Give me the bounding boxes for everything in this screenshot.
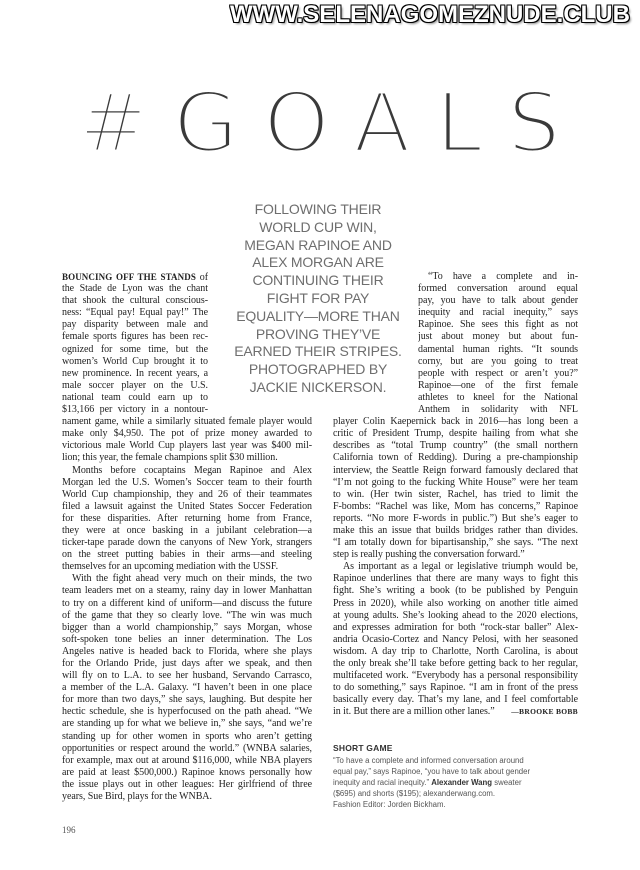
- body-line: formed conversation around equal: [418, 283, 578, 295]
- body-line: themselves for an upcoming mediation with the USSF.: [62, 561, 279, 573]
- page-title: #GOALS: [78, 74, 586, 172]
- deck-line: EQUALITY—MORE THAN: [236, 307, 400, 324]
- body-line: for more than two days,” she says, laughing. But despite her: [62, 694, 312, 706]
- body-line: soft-spoken tone belies an inner determination. The Los: [62, 633, 312, 645]
- body-line: make this an issue that builds bridges rather than divides.: [333, 524, 578, 536]
- line-text: in it. But there are a million other lanes.”: [333, 706, 495, 718]
- deck-line: FOLLOWING THEIR: [254, 201, 382, 217]
- body-line: “I am totally down for bipartisanship,” she says. “The next: [333, 537, 578, 549]
- body-line: victorious male World Cup players last year was $400 mil-: [62, 440, 312, 452]
- body-line: Rapinoe. She sees this fight as not: [418, 319, 578, 331]
- body-line: Press in 2020), while also working on another title aimed: [333, 597, 578, 609]
- body-line: andria Ocasio-Cortez and Nancy Pelosi, with her seasoned: [333, 633, 578, 645]
- body-line: reports. “No more F-words in public.”) But she’s eager to: [333, 512, 578, 524]
- deck-line: WORLD CUP WIN,: [259, 218, 377, 235]
- deck-line: ALEX MORGAN ARE: [252, 254, 384, 271]
- body-line: pay, you have to talk about gender: [418, 295, 578, 307]
- body-line: filed a lawsuit against the United States Soccer Federation: [62, 500, 312, 512]
- body-line: team leaders met on a steamy, rainy day in lower Manhattan: [62, 585, 312, 597]
- body-line: they were at once basking in a jubilant celebration—a: [62, 524, 312, 536]
- body-line: are standing up for what we believe in,” she says, “and we’re: [62, 718, 312, 730]
- article-paragraph: [333, 271, 578, 561]
- body-line: the issue plays out in other leagues: Her girlfriend of three: [62, 778, 312, 790]
- body-line: lion; this year, the female champions split $30 million.: [62, 452, 278, 464]
- body-line: the Stade de Lyon was the chant: [62, 283, 208, 295]
- article-paragraph: [62, 271, 312, 465]
- body-line: interview, the Seattle Reign forward famously declared that: [333, 464, 578, 476]
- body-line: inequity and racial inequity,” says: [418, 307, 578, 319]
- body-line: describes as “total Trump country” (the small northern: [333, 440, 578, 452]
- body-line: ness: “Equal pay! Equal pay!” The: [62, 307, 208, 319]
- body-line: years, Sue Bird, plays for the WNBA.: [62, 791, 212, 803]
- body-line: With the fight ahead very much on their minds, the two: [72, 573, 312, 585]
- body-line: step is really pushing the conversation forward.”: [333, 549, 525, 561]
- body-line: “To have a complete and in-: [428, 271, 578, 282]
- watermark-text: WWW.SELENAGOMEZNUDE.CLUB: [230, 1, 630, 28]
- body-line: ticker-tape parade down the canyons of New York, strangers: [62, 537, 312, 549]
- brand-name: Alexander Wang: [431, 778, 493, 787]
- body-line: Rapinoe underlines that there are many ways to fight this: [333, 573, 578, 585]
- body-line: pay disparity between male and: [62, 319, 208, 331]
- credit-line: equal pay,” says Rapinoe, “you have to talk about gender: [333, 767, 531, 776]
- body-line: standing up for other women in sports who aren’t getting: [62, 730, 312, 742]
- body-line: Rapinoe—one of the first female: [418, 379, 578, 391]
- body-line: player Colin Kaepernick back in 2016—has long been a: [333, 416, 578, 428]
- body-line: male soccer player on the U.S.: [62, 379, 208, 391]
- body-line: new prominence. In recent years, a: [62, 367, 208, 379]
- body-line: that shook the cultural conscious-: [62, 295, 208, 307]
- body-line: to win. (Her twin sister, Rachel, has tried to limit the: [333, 488, 578, 500]
- body-line: F-bombs: “Rachel was like, Mom has concerns,” Rapinoe: [333, 500, 578, 512]
- credit-item: sweater: [494, 778, 522, 787]
- page-number: 196: [62, 825, 76, 835]
- body-line: national team could earn up to: [62, 391, 208, 403]
- byline: —BROOKE BOBB: [511, 707, 578, 717]
- body-line: “I’m not going to the fucking White House” were her team: [333, 476, 578, 488]
- article-paragraph: [62, 465, 312, 574]
- body-line: hectic schedule, she is hyperfocused on the path ahead. “We: [62, 706, 312, 718]
- short-game-heading: SHORT GAME: [333, 743, 393, 753]
- body-line: multifaceted work. “Everybody has a personal responsibility: [333, 670, 578, 682]
- deck-line: FIGHT FOR PAY: [266, 289, 370, 306]
- body-line: athletes to kneel for the National: [418, 391, 578, 403]
- credit-line: [333, 777, 578, 788]
- body-line: bigger than a world championship,” says Morgan, whose: [62, 621, 312, 633]
- line-text: of: [199, 272, 208, 283]
- credit-line: “To have a complete and informed conversation around: [333, 756, 524, 765]
- body-line: As important as a legal or legislative triumph would be,: [343, 561, 578, 573]
- body-line: World Cup championship, they and 26 of their teammates: [62, 488, 312, 500]
- deck-line: MEGAN RAPINOE AND: [244, 236, 392, 253]
- credit-text: inequity and racial inequity.”: [333, 778, 430, 787]
- body-line: Morgan led the U.S. Women’s Soccer team to their fourth: [62, 476, 312, 488]
- body-line: female sports figures has been rec-: [62, 331, 208, 343]
- body-line: the only break she’ll take before getting back to her regular,: [333, 658, 578, 669]
- body-line: [62, 271, 208, 283]
- deck-line: PHOTOGRAPHED BY: [248, 361, 388, 378]
- body-line: damental human rights. “It sounds: [418, 343, 578, 355]
- credit-line: Fashion Editor: Jorden Bickham.: [333, 800, 446, 809]
- body-line: and expresses admiration for both “rock-star baller” Alex-: [333, 621, 578, 633]
- body-line: just about money but about fun-: [418, 331, 578, 343]
- deck-line: EARNED THEIR STRIPES.: [234, 343, 402, 360]
- body-line: for these disparities. After returning home from France,: [62, 512, 312, 524]
- body-line: Months before cocaptains Megan Rapinoe and Alex: [72, 464, 312, 476]
- body-line: ognized for some time, but the: [62, 343, 208, 355]
- body-line: for example, max out at around $116,000, while NBA players: [62, 754, 312, 766]
- body-line: of the game that they so clearly love. “The win was much: [62, 609, 312, 621]
- deck-line: PROVING THEY’VE: [255, 325, 381, 342]
- body-line: are paid at least $500,000.) Rapinoe knows personally how: [62, 766, 312, 778]
- body-line: critic of President Trump, despite hailing from what she: [333, 428, 578, 440]
- body-line: will fly on to L.A. to see her husband, Servando Carrasco,: [62, 670, 312, 682]
- deck-line: JACKIE NICKERSON.: [249, 378, 387, 395]
- deck-line: CONTINUING THEIR: [252, 272, 384, 289]
- body-line: California town of Redding). During a pre-championship: [333, 452, 578, 464]
- body-line: to do something,” says Rapinoe. “I am in front of the press: [333, 682, 578, 694]
- body-line: to try on a different kind of uniform—and discuss the future: [62, 597, 312, 609]
- body-line: women’s World Cup brought it to: [62, 355, 208, 367]
- lead-in: BOUNCING OFF THE STANDS: [62, 272, 196, 282]
- body-line: a member of the L.A. Galaxy. “I haven’t been in one place: [62, 682, 312, 694]
- article-paragraph: [333, 561, 578, 718]
- right-column: [333, 271, 578, 718]
- body-line: wisdom. A day trip to Charlotte, North Carolina, is about: [333, 645, 578, 657]
- body-line: [333, 706, 578, 718]
- body-line: people with respect or aren’t you?”: [418, 367, 578, 379]
- left-column: [62, 271, 312, 803]
- credit-line: ($695) and shorts ($195); alexanderwang.com.: [333, 789, 496, 798]
- body-line: make only $4,950. The pot of prize money awarded to: [62, 428, 312, 440]
- body-line: basically every day. That’s my lane, and I feel comfortable: [333, 694, 578, 706]
- body-line: $13,166 per victory in a nontour-: [62, 404, 208, 416]
- body-line: opportunities or respect around the world.” (WNBA salaries,: [62, 742, 312, 754]
- body-line: corny, but are you going to treat: [418, 355, 578, 367]
- body-line: nament game, while a similarly situated female player would: [62, 416, 312, 428]
- body-line: on the street putting babies in their arms—and steeling: [62, 549, 312, 561]
- article-paragraph: [62, 573, 312, 803]
- body-line: Anthem in solidarity with NFL: [418, 404, 578, 416]
- body-line: for the Orlando Pride, just days after we speak, and then: [62, 658, 312, 669]
- body-line: Angeles native is headed back to Florida, where she plays: [62, 645, 312, 657]
- body-line: at young adults. She’s looking ahead to the 2020 elections,: [333, 609, 578, 621]
- body-line: fight. She’s writing a book (to be published by Penguin: [333, 585, 578, 597]
- short-game-credits: [333, 741, 578, 810]
